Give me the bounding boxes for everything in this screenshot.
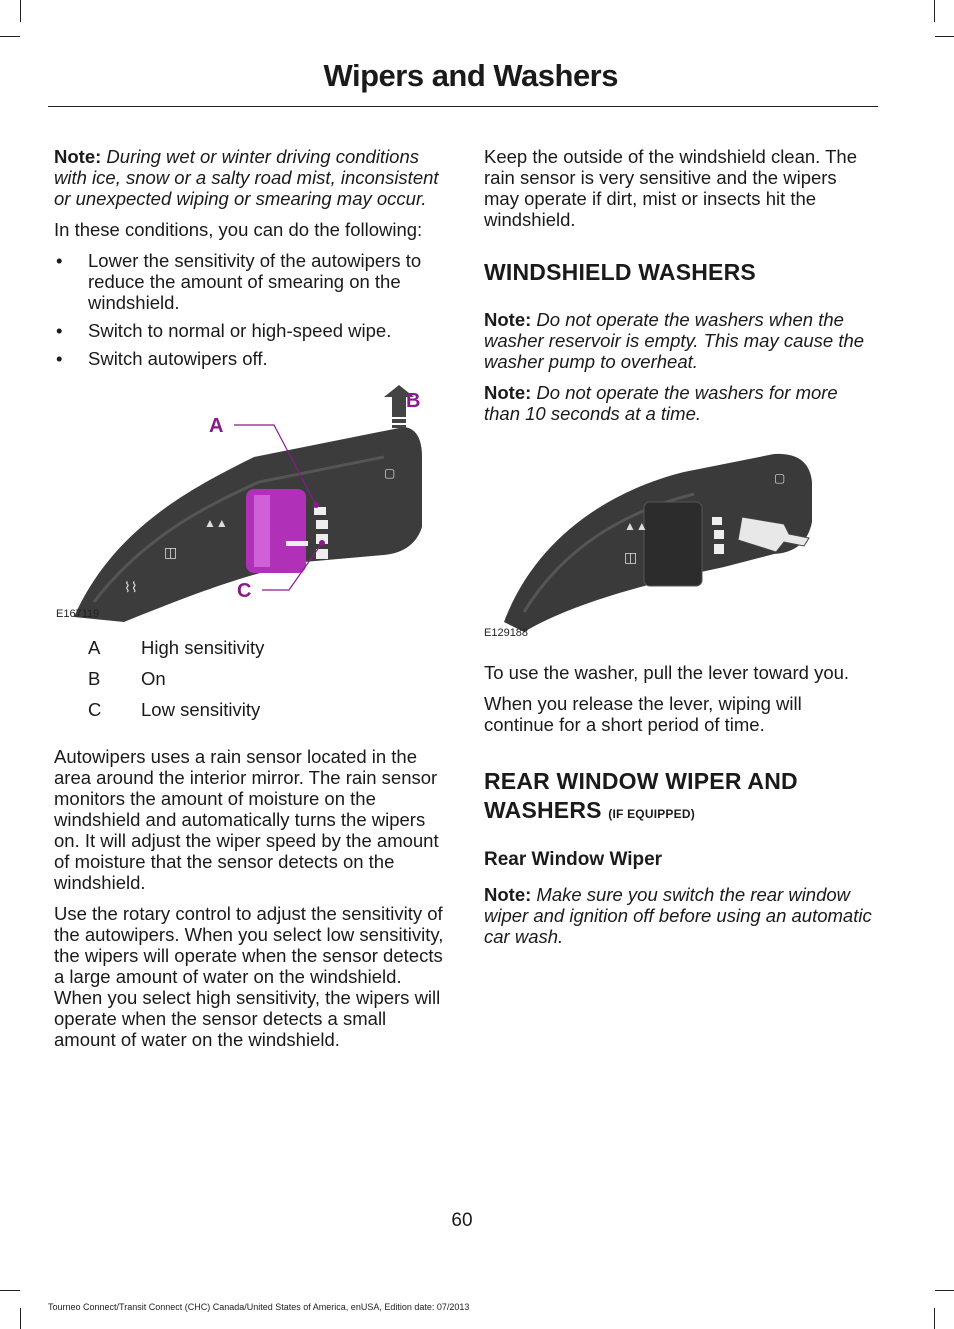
- up-arrow-tail: [392, 419, 406, 423]
- callout-c-dot: [319, 540, 325, 546]
- washer-lever-illustration: [484, 442, 874, 642]
- speed-symbol-icon: ▲▲: [204, 516, 228, 530]
- section-heading: [484, 767, 874, 829]
- wiper-symbol-icon: ◫: [624, 549, 638, 565]
- washer-symbol-icon: ◫: [164, 544, 178, 560]
- legend-key: B: [88, 668, 101, 689]
- figure-legend: [54, 637, 444, 730]
- legend-row: [54, 637, 444, 668]
- section-heading: WINDSHIELD WASHERS: [484, 259, 756, 285]
- figure-code: E129188: [484, 627, 529, 639]
- list-item: [54, 320, 444, 341]
- subheading: Rear Window Wiper: [484, 849, 663, 870]
- rear-wiper-symbol-icon: ▢: [384, 466, 396, 480]
- wiper-lever-illustration: [54, 377, 444, 627]
- note-paragraph: [484, 309, 874, 372]
- washer-paragraph: To use the washer, pull the lever toward you.: [484, 662, 850, 683]
- crop-mark: [20, 0, 21, 22]
- crop-mark: [0, 36, 20, 37]
- left-column: [54, 146, 444, 1060]
- list-item-text: Lower the sensitivity of the autowipers to reduce the amount of smearing on the windshield.: [88, 250, 422, 313]
- callout-b: B: [406, 390, 421, 412]
- legend-key: C: [88, 699, 102, 720]
- footer-text: Tourneo Connect/Transit Connect (CHC) Canada/United States of America, enUSA, Edition date: 07/2013: [48, 1302, 470, 1312]
- crop-mark: [934, 0, 935, 22]
- legend-value: Low sensitivity: [141, 699, 261, 720]
- note-text: Do not operate the washers for more than 10 seconds at a time.: [484, 382, 838, 424]
- note-label: Note:: [484, 382, 532, 403]
- rotary-control: [644, 502, 702, 586]
- figure-code: E167119: [56, 608, 100, 620]
- list-item: [54, 250, 444, 313]
- page-number: 60: [451, 1210, 473, 1231]
- sensitivity-step: [314, 507, 326, 515]
- bullet-dot: •: [56, 320, 63, 341]
- note-paragraph: [54, 146, 444, 209]
- windshield-paragraph: Keep the outside of the windshield clean. The rain sensor is very sensitive and the wipers may operate if dirt, mist or insects hit the windshield.: [484, 146, 857, 230]
- note-paragraph: [484, 382, 874, 424]
- autowipers-paragraph: Autowipers uses a rain sensor located in the area around the interior mirror. The rain sensor monitors the amount of moisture on the windshield and automatically turns the wipers on. It will adjust the wiper speed by the amount of moisture that the sensor detects on the windshield.: [54, 746, 439, 893]
- legend-value: On: [141, 668, 166, 689]
- crop-mark: [0, 1290, 20, 1291]
- crop-mark: [935, 1290, 954, 1291]
- intro-paragraph: In these conditions, you can do the following:: [54, 219, 423, 240]
- sensitivity-step: [316, 520, 328, 529]
- rotary-marker: [286, 541, 308, 546]
- up-arrow-tail: [392, 425, 406, 428]
- callout-a-dot: [313, 502, 319, 508]
- callout-a: A: [209, 415, 224, 437]
- note-text: Do not operate the washers when the washer reservoir is empty. This may cause the washer pump to overheat.: [484, 309, 865, 372]
- bullet-dot: •: [56, 348, 63, 369]
- note-label: Note:: [54, 146, 102, 167]
- note-text: Make sure you switch the rear window wiper and ignition off before using an automatic car wash.: [484, 884, 872, 947]
- note-label: Note:: [484, 309, 532, 330]
- bullet-list: [54, 250, 444, 369]
- speed-symbol-icon: ▲▲: [624, 519, 648, 533]
- rear-wiper-symbol-icon: ▢: [774, 471, 786, 485]
- list-item-text: Switch autowipers off.: [88, 348, 268, 369]
- section-heading-qualifier: (IF EQUIPPED): [608, 807, 695, 821]
- washer-lever-figure: [484, 442, 874, 652]
- section-heading-text: REAR WINDOW WIPER AND WASHERS: [484, 768, 798, 823]
- right-column: [484, 146, 874, 957]
- list-item-text: Switch to normal or high-speed wipe.: [88, 320, 392, 341]
- legend-value: High sensitivity: [141, 637, 265, 658]
- wiper-symbol-icon: ⌇⌇: [124, 579, 138, 595]
- sensitivity-step: [316, 549, 328, 559]
- crop-mark: [935, 36, 954, 37]
- crop-mark: [20, 1308, 21, 1329]
- note-label: Note:: [484, 884, 532, 905]
- legend-row: [54, 668, 444, 699]
- list-item: [54, 348, 444, 369]
- bullet-dot: •: [56, 250, 63, 271]
- legend-row: [54, 699, 444, 730]
- crop-mark: [934, 1308, 935, 1329]
- rotary-highlight: [254, 495, 270, 567]
- title-rule: [48, 106, 878, 107]
- sensitivity-step: [714, 530, 724, 539]
- wiper-lever-figure: [54, 377, 444, 627]
- legend-key: A: [88, 637, 101, 658]
- note-paragraph: [484, 884, 874, 947]
- sensitivity-step: [712, 517, 722, 525]
- sensitivity-step: [714, 544, 724, 554]
- rotary-paragraph: Use the rotary control to adjust the sensitivity of the autowipers. When you select low sensitivity, the wipers will operate when the sensor detects a large amount of water on the windshield. When you select high sensitivity, the wipers will operate when the sensor detects a small amount of water on the windshield.: [54, 903, 444, 1050]
- release-paragraph: When you release the lever, wiping will continue for a short period of time.: [484, 693, 802, 735]
- page-title: Wipers and Washers: [323, 58, 618, 93]
- note-text: During wet or winter driving conditions with ice, snow or a salty road mist, inconsistent or unexpected wiping or smearing may occur.: [54, 146, 439, 209]
- callout-c: C: [237, 580, 252, 602]
